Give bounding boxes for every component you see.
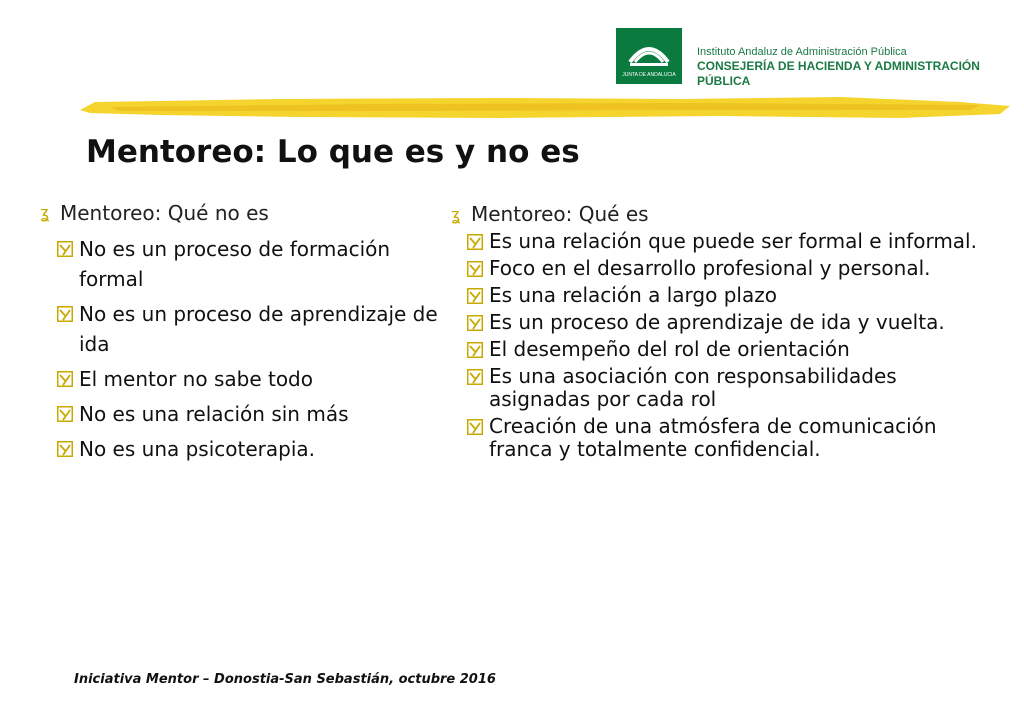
checkbox-bullet-icon [57, 241, 73, 257]
checkbox-bullet-icon [57, 441, 73, 457]
list-item-text: No es un proceso de aprendizaje de ida [79, 302, 438, 356]
list-item [467, 311, 991, 334]
left-heading [40, 200, 440, 226]
arch-emblem-icon [616, 28, 682, 84]
left-column [40, 200, 440, 469]
list-item [57, 364, 440, 394]
logo-caption: JUNTA DE ANDALUCIA [622, 72, 676, 78]
checkbox-bullet-icon [57, 406, 73, 422]
list-item-text: El desempeño del rol de orientación [489, 337, 850, 361]
list-item-text: Es un proceso de aprendizaje de ida y vuelta. [489, 310, 945, 334]
institution-name [697, 46, 1024, 89]
right-heading-text: Mentoreo: Qué es [471, 202, 649, 226]
z-bullet-icon: ʓ [40, 203, 50, 222]
checkbox-bullet-icon [467, 342, 483, 358]
list-item [467, 338, 991, 361]
institution-line-1: Instituto Andaluz de Administración Pública [697, 46, 907, 58]
list-item [467, 415, 991, 461]
checkbox-bullet-icon [467, 261, 483, 277]
checkbox-bullet-icon [467, 234, 483, 250]
left-list [40, 234, 440, 464]
list-item [467, 365, 991, 411]
list-item [467, 284, 991, 307]
checkbox-bullet-icon [57, 306, 73, 322]
right-heading [451, 202, 991, 226]
list-item [467, 257, 991, 280]
checkbox-bullet-icon [467, 369, 483, 385]
yellow-brush-stroke [80, 92, 1010, 124]
list-item-text: No es una psicoterapia. [79, 437, 315, 461]
list-item [467, 230, 991, 253]
right-list [451, 230, 991, 461]
junta-logo [616, 28, 682, 84]
list-item [57, 399, 440, 429]
footer-text: Iniciativa Mentor – Donostia-San Sebastián, octubre 2016 [74, 672, 496, 687]
institution-line-2: CONSEJERÍA DE HACIENDA Y ADMINISTRACIÓN PÚBLICA [697, 59, 980, 88]
slide-title: Mentoreo: Lo que es y no es [86, 134, 580, 170]
list-item-text: No es un proceso de formación formal [79, 237, 391, 291]
list-item [57, 234, 440, 294]
checkbox-bullet-icon [467, 315, 483, 331]
left-heading-text: Mentoreo: Qué no es [60, 201, 269, 225]
list-item-text: Es una relación a largo plazo [489, 283, 777, 307]
list-item-text: Es una asociación con responsabilidades asignadas por cada rol [489, 364, 897, 411]
list-item-text: No es una relación sin más [79, 402, 349, 426]
z-bullet-icon: ʓ [451, 205, 461, 224]
checkbox-bullet-icon [57, 371, 73, 387]
list-item-text: Foco en el desarrollo profesional y personal. [489, 256, 931, 280]
list-item [57, 434, 440, 464]
list-item [57, 299, 440, 359]
right-column [451, 202, 991, 465]
checkbox-bullet-icon [467, 288, 483, 304]
list-item-text: Es una relación que puede ser formal e informal. [489, 229, 977, 253]
list-item-text: Creación de una atmósfera de comunicación franca y totalmente confidencial. [489, 414, 937, 461]
list-item-text: El mentor no sabe todo [79, 367, 313, 391]
checkbox-bullet-icon [467, 419, 483, 435]
